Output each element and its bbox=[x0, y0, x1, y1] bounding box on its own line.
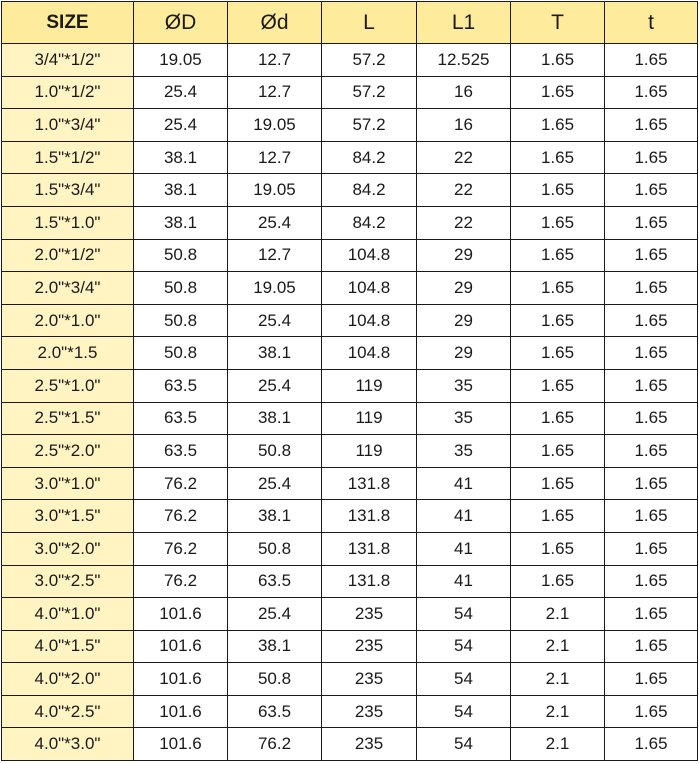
inner-diameter-cell: 19.05 bbox=[228, 272, 322, 305]
size-cell: 2.5"*2.0" bbox=[2, 435, 134, 468]
size-cell: 1.0"*3/4" bbox=[2, 109, 134, 142]
thickness-large-cell: 1.65 bbox=[511, 435, 605, 468]
table-row bbox=[2, 44, 698, 77]
length-1-cell: 16 bbox=[417, 76, 511, 109]
inner-diameter-cell: 50.8 bbox=[228, 435, 322, 468]
table-row bbox=[2, 565, 698, 598]
length-cell: 119 bbox=[322, 369, 417, 402]
table-row bbox=[2, 304, 698, 337]
length-cell: 235 bbox=[322, 663, 417, 696]
length-1-cell: 22 bbox=[417, 141, 511, 174]
length-1-cell: 22 bbox=[417, 206, 511, 239]
thickness-large-cell: 1.65 bbox=[511, 369, 605, 402]
table-row bbox=[2, 206, 698, 239]
size-cell: 4.0"*2.0" bbox=[2, 663, 134, 696]
table-row bbox=[2, 141, 698, 174]
length-cell: 119 bbox=[322, 402, 417, 435]
outer-diameter-cell: 38.1 bbox=[134, 174, 228, 207]
inner-diameter-cell: 12.7 bbox=[228, 44, 322, 77]
thickness-large-cell: 1.65 bbox=[511, 337, 605, 370]
spec-table-container bbox=[1, 1, 697, 762]
thickness-large-cell: 1.65 bbox=[511, 174, 605, 207]
thickness-large-cell: 1.65 bbox=[511, 272, 605, 305]
length-cell: 131.8 bbox=[322, 565, 417, 598]
thickness-large-cell: 1.65 bbox=[511, 532, 605, 565]
table-row bbox=[2, 239, 698, 272]
size-cell: 2.0"*1.0" bbox=[2, 304, 134, 337]
size-cell: 3.0"*1.5" bbox=[2, 500, 134, 533]
outer-diameter-cell: 50.8 bbox=[134, 304, 228, 337]
length-1-cell: 29 bbox=[417, 239, 511, 272]
thickness-small-cell: 1.65 bbox=[605, 174, 698, 207]
table-row bbox=[2, 369, 698, 402]
table-row bbox=[2, 76, 698, 109]
length-cell: 131.8 bbox=[322, 467, 417, 500]
outer-diameter-cell: 76.2 bbox=[134, 565, 228, 598]
thickness-large-cell: 2.1 bbox=[511, 663, 605, 696]
length-1-cell: 35 bbox=[417, 435, 511, 468]
thickness-small-cell: 1.65 bbox=[605, 369, 698, 402]
outer-diameter-cell: 101.6 bbox=[134, 728, 228, 761]
length-1-cell: 35 bbox=[417, 369, 511, 402]
length-1-cell: 54 bbox=[417, 728, 511, 761]
inner-diameter-cell: 19.05 bbox=[228, 174, 322, 207]
thickness-large-cell: 2.1 bbox=[511, 598, 605, 631]
thickness-large-cell: 1.65 bbox=[511, 206, 605, 239]
outer-diameter-cell: 63.5 bbox=[134, 435, 228, 468]
thickness-large-cell: 1.65 bbox=[511, 467, 605, 500]
outer-diameter-cell: 38.1 bbox=[134, 206, 228, 239]
length-cell: 104.8 bbox=[322, 272, 417, 305]
length-cell: 131.8 bbox=[322, 500, 417, 533]
inner-diameter-cell: 50.8 bbox=[228, 663, 322, 696]
thickness-small-cell: 1.65 bbox=[605, 467, 698, 500]
size-cell: 4.0"*2.5" bbox=[2, 695, 134, 728]
size-cell: 1.5"*3/4" bbox=[2, 174, 134, 207]
length-1-cell: 29 bbox=[417, 272, 511, 305]
inner-diameter-cell: 76.2 bbox=[228, 728, 322, 761]
length-cell: 119 bbox=[322, 435, 417, 468]
size-cell: 1.5"*1.0" bbox=[2, 206, 134, 239]
outer-diameter-cell: 25.4 bbox=[134, 76, 228, 109]
length-1-cell: 12.525 bbox=[417, 44, 511, 77]
header-length-1: L1 bbox=[417, 2, 511, 44]
size-cell: 2.5"*1.5" bbox=[2, 402, 134, 435]
dimension-table bbox=[1, 1, 698, 761]
thickness-small-cell: 1.65 bbox=[605, 598, 698, 631]
header-size: SIZE bbox=[2, 2, 134, 44]
inner-diameter-cell: 38.1 bbox=[228, 402, 322, 435]
thickness-small-cell: 1.65 bbox=[605, 663, 698, 696]
table-body bbox=[2, 44, 698, 761]
thickness-small-cell: 1.65 bbox=[605, 239, 698, 272]
header-thickness-large: T bbox=[511, 2, 605, 44]
size-cell: 4.0"*1.5" bbox=[2, 630, 134, 663]
length-1-cell: 41 bbox=[417, 532, 511, 565]
table-row bbox=[2, 630, 698, 663]
size-cell: 1.5"*1/2" bbox=[2, 141, 134, 174]
outer-diameter-cell: 38.1 bbox=[134, 141, 228, 174]
inner-diameter-cell: 25.4 bbox=[228, 369, 322, 402]
length-1-cell: 35 bbox=[417, 402, 511, 435]
table-row bbox=[2, 109, 698, 142]
outer-diameter-cell: 76.2 bbox=[134, 500, 228, 533]
table-row bbox=[2, 272, 698, 305]
inner-diameter-cell: 25.4 bbox=[228, 467, 322, 500]
length-1-cell: 41 bbox=[417, 565, 511, 598]
length-1-cell: 54 bbox=[417, 598, 511, 631]
table-row bbox=[2, 695, 698, 728]
outer-diameter-cell: 50.8 bbox=[134, 272, 228, 305]
length-cell: 84.2 bbox=[322, 206, 417, 239]
table-row bbox=[2, 532, 698, 565]
size-cell: 3.0"*2.0" bbox=[2, 532, 134, 565]
table-row bbox=[2, 598, 698, 631]
size-cell: 2.0"*1/2" bbox=[2, 239, 134, 272]
inner-diameter-cell: 38.1 bbox=[228, 337, 322, 370]
length-1-cell: 29 bbox=[417, 337, 511, 370]
inner-diameter-cell: 63.5 bbox=[228, 565, 322, 598]
thickness-large-cell: 2.1 bbox=[511, 695, 605, 728]
length-1-cell: 29 bbox=[417, 304, 511, 337]
inner-diameter-cell: 38.1 bbox=[228, 630, 322, 663]
length-1-cell: 41 bbox=[417, 467, 511, 500]
outer-diameter-cell: 63.5 bbox=[134, 402, 228, 435]
thickness-small-cell: 1.65 bbox=[605, 695, 698, 728]
thickness-small-cell: 1.65 bbox=[605, 337, 698, 370]
length-cell: 235 bbox=[322, 598, 417, 631]
header-row bbox=[2, 2, 698, 44]
thickness-small-cell: 1.65 bbox=[605, 109, 698, 142]
inner-diameter-cell: 12.7 bbox=[228, 239, 322, 272]
outer-diameter-cell: 50.8 bbox=[134, 337, 228, 370]
inner-diameter-cell: 12.7 bbox=[228, 141, 322, 174]
header-inner-diameter: Ød bbox=[228, 2, 322, 44]
thickness-large-cell: 1.65 bbox=[511, 239, 605, 272]
thickness-small-cell: 1.65 bbox=[605, 500, 698, 533]
header-thickness-small: t bbox=[605, 2, 698, 44]
length-cell: 57.2 bbox=[322, 109, 417, 142]
table-row bbox=[2, 402, 698, 435]
length-1-cell: 54 bbox=[417, 663, 511, 696]
size-cell: 4.0"*3.0" bbox=[2, 728, 134, 761]
thickness-small-cell: 1.65 bbox=[605, 206, 698, 239]
length-cell: 84.2 bbox=[322, 141, 417, 174]
size-cell: 2.0"*3/4" bbox=[2, 272, 134, 305]
length-cell: 104.8 bbox=[322, 239, 417, 272]
length-cell: 235 bbox=[322, 695, 417, 728]
length-cell: 104.8 bbox=[322, 337, 417, 370]
length-cell: 131.8 bbox=[322, 532, 417, 565]
thickness-large-cell: 1.65 bbox=[511, 109, 605, 142]
header-outer-diameter: ØD bbox=[134, 2, 228, 44]
thickness-large-cell: 1.65 bbox=[511, 76, 605, 109]
header-length: L bbox=[322, 2, 417, 44]
size-cell: 3.0"*1.0" bbox=[2, 467, 134, 500]
thickness-large-cell: 1.65 bbox=[511, 304, 605, 337]
outer-diameter-cell: 101.6 bbox=[134, 630, 228, 663]
table-row bbox=[2, 500, 698, 533]
outer-diameter-cell: 101.6 bbox=[134, 695, 228, 728]
table-row bbox=[2, 728, 698, 761]
length-1-cell: 16 bbox=[417, 109, 511, 142]
thickness-small-cell: 1.65 bbox=[605, 435, 698, 468]
table-row bbox=[2, 467, 698, 500]
table-row bbox=[2, 174, 698, 207]
length-1-cell: 22 bbox=[417, 174, 511, 207]
thickness-large-cell: 1.65 bbox=[511, 44, 605, 77]
thickness-large-cell: 1.65 bbox=[511, 141, 605, 174]
length-cell: 235 bbox=[322, 728, 417, 761]
outer-diameter-cell: 101.6 bbox=[134, 598, 228, 631]
length-1-cell: 41 bbox=[417, 500, 511, 533]
thickness-large-cell: 2.1 bbox=[511, 728, 605, 761]
length-1-cell: 54 bbox=[417, 695, 511, 728]
table-row bbox=[2, 337, 698, 370]
inner-diameter-cell: 19.05 bbox=[228, 109, 322, 142]
inner-diameter-cell: 50.8 bbox=[228, 532, 322, 565]
thickness-small-cell: 1.65 bbox=[605, 532, 698, 565]
table-row bbox=[2, 663, 698, 696]
inner-diameter-cell: 25.4 bbox=[228, 206, 322, 239]
size-cell: 1.0"*1/2" bbox=[2, 76, 134, 109]
outer-diameter-cell: 25.4 bbox=[134, 109, 228, 142]
thickness-small-cell: 1.65 bbox=[605, 304, 698, 337]
size-cell: 2.0"*1.5 bbox=[2, 337, 134, 370]
length-cell: 57.2 bbox=[322, 76, 417, 109]
thickness-small-cell: 1.65 bbox=[605, 76, 698, 109]
outer-diameter-cell: 19.05 bbox=[134, 44, 228, 77]
thickness-large-cell: 1.65 bbox=[511, 402, 605, 435]
size-cell: 3/4"*1/2" bbox=[2, 44, 134, 77]
inner-diameter-cell: 12.7 bbox=[228, 76, 322, 109]
inner-diameter-cell: 38.1 bbox=[228, 500, 322, 533]
thickness-large-cell: 1.65 bbox=[511, 565, 605, 598]
inner-diameter-cell: 63.5 bbox=[228, 695, 322, 728]
thickness-small-cell: 1.65 bbox=[605, 402, 698, 435]
length-cell: 57.2 bbox=[322, 44, 417, 77]
length-cell: 104.8 bbox=[322, 304, 417, 337]
size-cell: 2.5"*1.0" bbox=[2, 369, 134, 402]
length-1-cell: 54 bbox=[417, 630, 511, 663]
thickness-small-cell: 1.65 bbox=[605, 728, 698, 761]
thickness-small-cell: 1.65 bbox=[605, 44, 698, 77]
outer-diameter-cell: 63.5 bbox=[134, 369, 228, 402]
outer-diameter-cell: 76.2 bbox=[134, 532, 228, 565]
length-cell: 235 bbox=[322, 630, 417, 663]
thickness-small-cell: 1.65 bbox=[605, 272, 698, 305]
outer-diameter-cell: 76.2 bbox=[134, 467, 228, 500]
size-cell: 4.0"*1.0" bbox=[2, 598, 134, 631]
outer-diameter-cell: 50.8 bbox=[134, 239, 228, 272]
thickness-large-cell: 1.65 bbox=[511, 500, 605, 533]
thickness-small-cell: 1.65 bbox=[605, 141, 698, 174]
table-row bbox=[2, 435, 698, 468]
thickness-small-cell: 1.65 bbox=[605, 565, 698, 598]
outer-diameter-cell: 101.6 bbox=[134, 663, 228, 696]
inner-diameter-cell: 25.4 bbox=[228, 304, 322, 337]
size-cell: 3.0"*2.5" bbox=[2, 565, 134, 598]
inner-diameter-cell: 25.4 bbox=[228, 598, 322, 631]
length-cell: 84.2 bbox=[322, 174, 417, 207]
thickness-large-cell: 2.1 bbox=[511, 630, 605, 663]
thickness-small-cell: 1.65 bbox=[605, 630, 698, 663]
